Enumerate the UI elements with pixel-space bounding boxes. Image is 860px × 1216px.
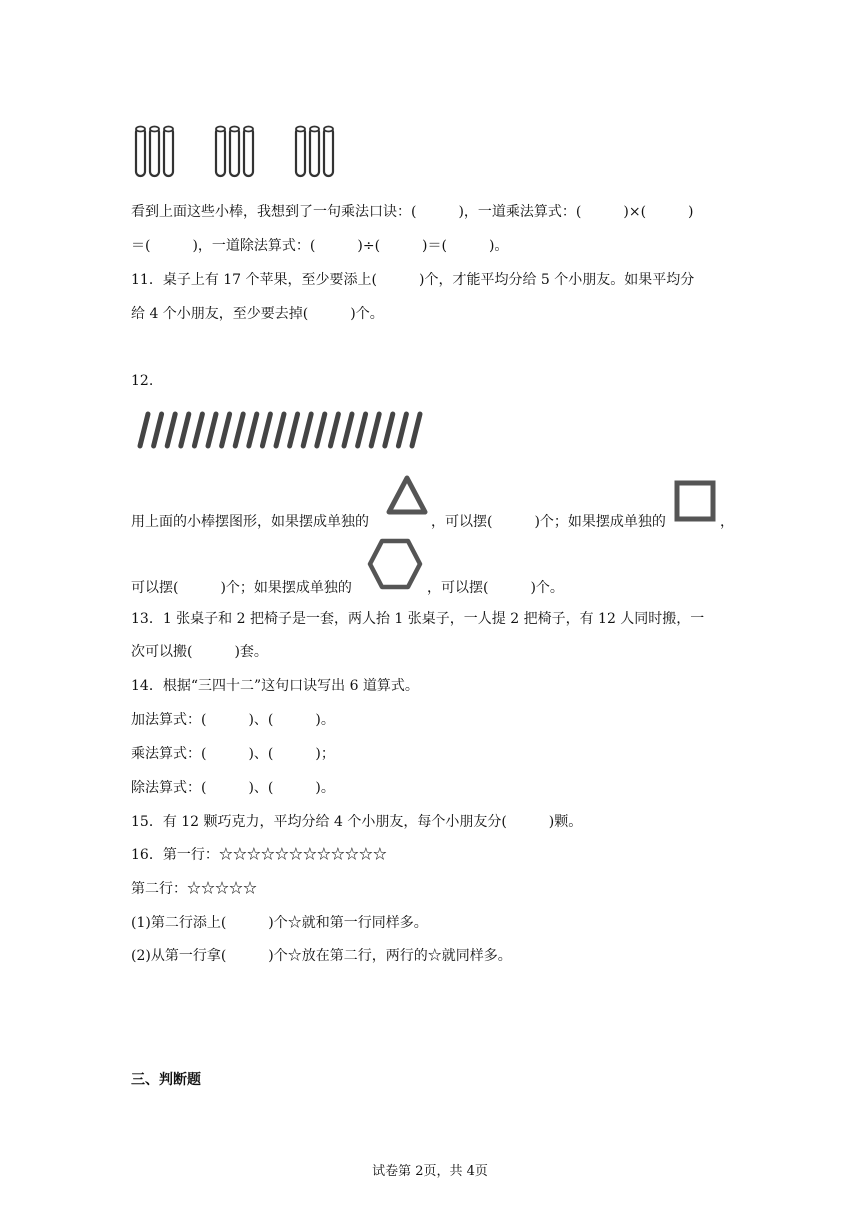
stick-top-6 xyxy=(244,127,253,132)
stick-row-image xyxy=(130,410,430,450)
stick-top-7 xyxy=(296,127,305,132)
q14-addition: 加法算式：( )、( )。 xyxy=(131,712,335,728)
stick-top-5 xyxy=(230,127,239,132)
row-stick-4 xyxy=(181,414,189,446)
q16-row1: 16．第一行：☆☆☆☆☆☆☆☆☆☆☆☆ xyxy=(131,847,387,863)
row-stick-7 xyxy=(222,414,230,446)
row-stick-6 xyxy=(208,414,216,446)
q14-multiplication: 乘法算式：( )、( )； xyxy=(131,746,335,762)
q11-line2: 给 4 个小朋友，至少要去掉( )个。 xyxy=(131,306,384,322)
row-stick-3 xyxy=(167,414,175,446)
row-stick-14 xyxy=(317,414,325,446)
page-footer: 试卷第 2页，共 4页 xyxy=(372,1164,488,1179)
row-stick-10 xyxy=(262,414,270,446)
row-stick-13 xyxy=(303,414,311,446)
stick-7 xyxy=(296,128,305,176)
stick-8 xyxy=(310,128,319,176)
stick-9 xyxy=(324,128,333,176)
row-stick-19 xyxy=(385,414,393,446)
q12-line2-part-b: ，可以摆( )个。 xyxy=(427,580,564,596)
row-stick-9 xyxy=(249,414,257,446)
row-stick-17 xyxy=(358,414,366,446)
stick-top-2 xyxy=(150,127,159,132)
q16-sub2: (2)从第一行拿( )个☆放在第二行，两行的☆就同样多。 xyxy=(131,948,512,964)
q12-line1-part-b: ，可以摆( )个；如果摆成单独的 xyxy=(431,514,666,530)
q11-line1: 11．桌子上有 17 个苹果，至少要添上( )个，才能平均分给 5 个小朋友。如果平均分 xyxy=(131,272,695,288)
stick-top-4 xyxy=(216,127,225,132)
row-stick-15 xyxy=(330,414,338,446)
stick-4 xyxy=(216,128,225,176)
triangle-shape-icon xyxy=(385,474,429,520)
hexagon-shape-icon xyxy=(366,536,424,592)
q15-line: 15．有 12 颗巧克力，平均分给 4 个小朋友，每个小朋友分( )颗。 xyxy=(131,814,583,830)
q12-line1-part-c: ， xyxy=(720,514,734,530)
q14-division: 除法算式：( )、( )。 xyxy=(131,780,335,796)
stick-top-1 xyxy=(136,127,145,132)
q12-number: 12. xyxy=(131,373,154,389)
q16-row2: 第二行：☆☆☆☆☆ xyxy=(131,881,257,897)
row-stick-1 xyxy=(140,414,148,446)
stick-5 xyxy=(230,128,239,176)
row-stick-16 xyxy=(344,414,352,446)
stick-2 xyxy=(150,128,159,176)
row-stick-2 xyxy=(154,414,162,446)
stick-bundles-image xyxy=(132,120,352,180)
row-stick-21 xyxy=(412,414,420,446)
row-stick-12 xyxy=(290,414,298,446)
stick-1 xyxy=(136,128,145,176)
section-3-heading: 三、判断题 xyxy=(131,1072,201,1088)
stick-top-3 xyxy=(164,127,173,132)
row-stick-8 xyxy=(235,414,243,446)
q13-line2: 次可以搬( )套。 xyxy=(131,644,268,660)
q13-line1: 13．1 张桌子和 2 把椅子是一套，两人抬 1 张桌子，一人提 2 把椅子，有 12 人同时搬，一 xyxy=(131,611,705,627)
row-stick-11 xyxy=(276,414,284,446)
row-stick-5 xyxy=(194,414,202,446)
stick-6 xyxy=(244,128,253,176)
q10-line1: 看到上面这些小棒，我想到了一句乘法口诀：( )，一道乘法算式：( )×( ) xyxy=(131,204,694,220)
stick-3 xyxy=(164,128,173,176)
q14-title: 14．根据“三四十二”这句口诀写出 6 道算式。 xyxy=(131,678,419,694)
stick-top-8 xyxy=(310,127,319,132)
q10-line2: ＝( )，一道除法算式：( )÷( )＝( )。 xyxy=(131,238,509,254)
q12-line2-part-a: 可以摆( )个；如果摆成单独的 xyxy=(131,580,352,596)
row-stick-18 xyxy=(371,414,379,446)
q12-line1-part-a: 用上面的小棒摆图形，如果摆成单独的 xyxy=(131,514,369,530)
q16-sub1: (1)第二行添上( )个☆就和第一行同样多。 xyxy=(131,915,428,931)
square-shape-icon xyxy=(672,478,718,524)
stick-top-9 xyxy=(324,127,333,132)
row-stick-20 xyxy=(398,414,406,446)
